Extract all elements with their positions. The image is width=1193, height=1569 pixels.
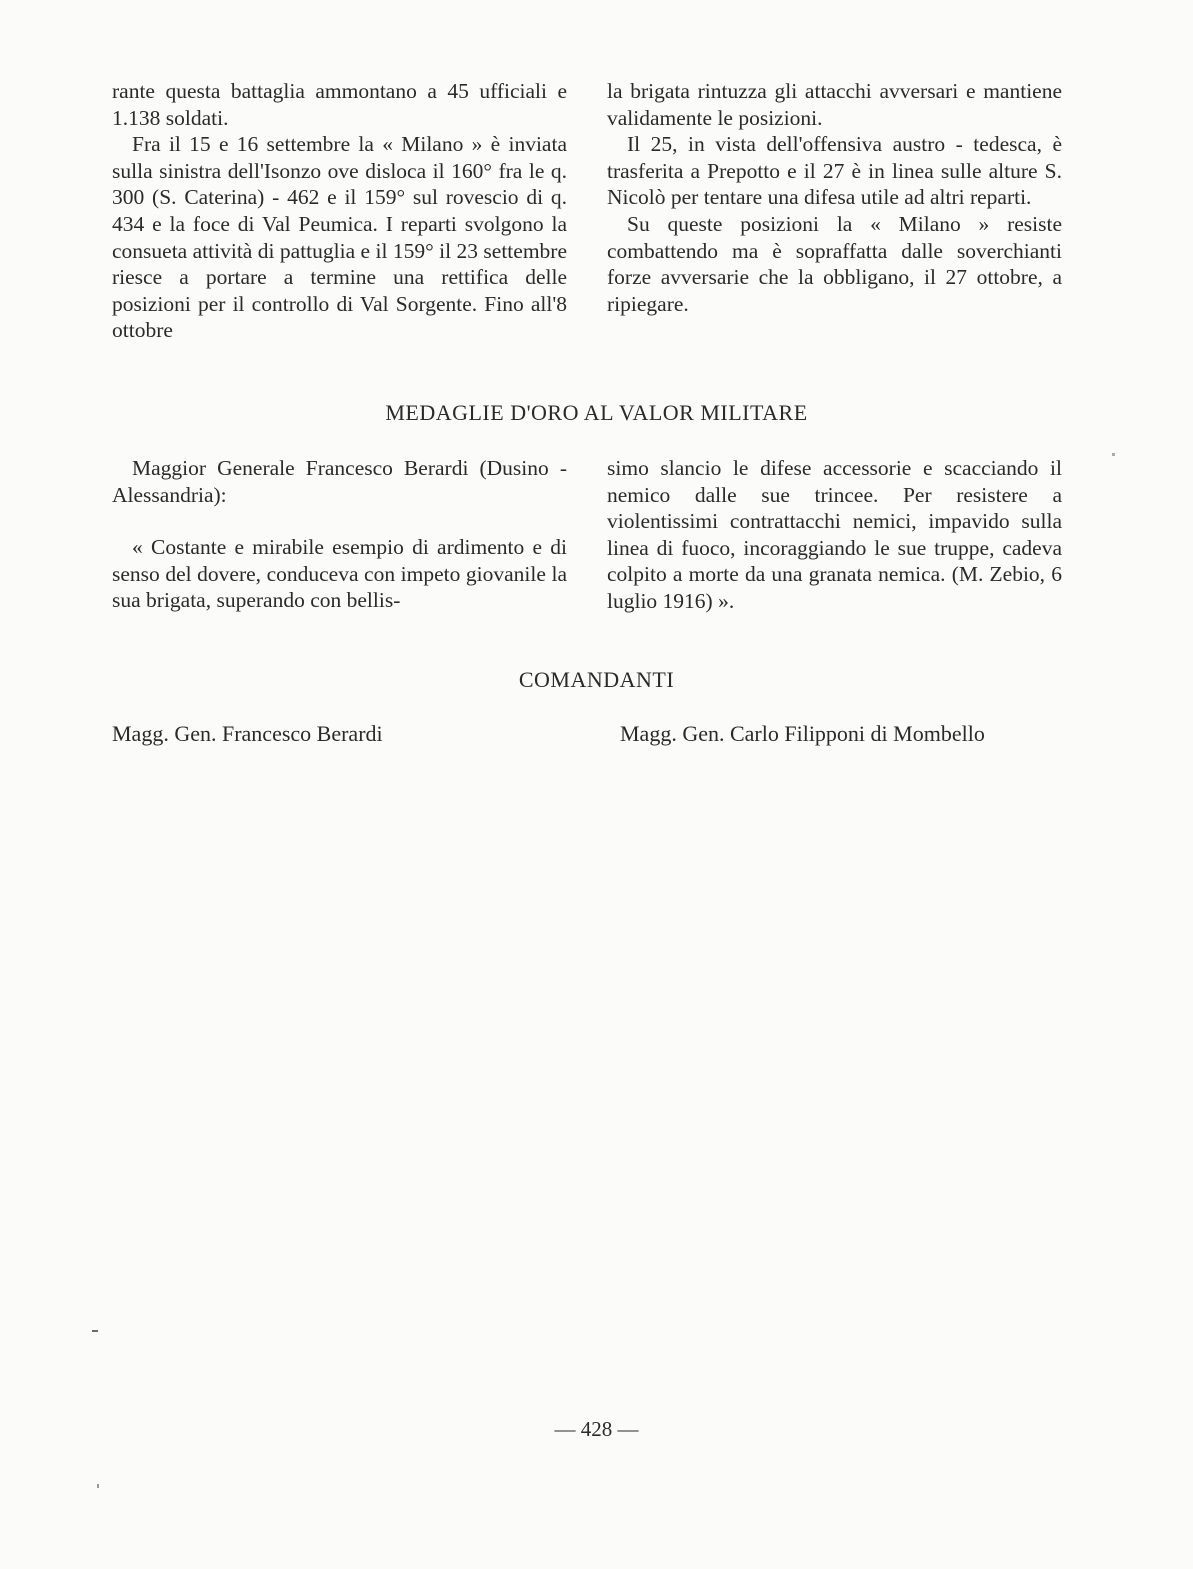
citation-paragraph: « Costante e mirabile esempio di ardimento e di senso del dovere, conduceva con impeto giovanile la sua brigata, superando con bellis-	[112, 535, 567, 613]
paragraph: la brigata rintuzza gli attacchi avversari e mantiene validamente le posizioni.	[607, 79, 1062, 130]
paragraph: Il 25, in vista dell'offensiva austro - tedesca, è trasferita a Prepotto e il 27 è in linea sulle alture S. Nicolò per tentare una difesa utile ad altri reparti.	[607, 132, 1062, 210]
top-left-column	[112, 78, 567, 344]
scan-speck	[97, 1484, 99, 1488]
page-number: — 428 —	[554, 1417, 639, 1441]
medaglie-right-column	[607, 455, 1062, 615]
scan-speck	[92, 1330, 98, 1332]
commander-name: Magg. Gen. Carlo Filipponi di Mombello	[620, 721, 985, 746]
paragraph: Su queste posizioni la « Milano » resiste combattendo ma è sopraffatta dalle soverchianti forze avversarie che la obbligano, il 27 ottobre, a ripiegare.	[607, 211, 1062, 316]
medaglie-left-column	[112, 455, 567, 614]
top-right-column	[607, 78, 1062, 317]
commander-name: Magg. Gen. Francesco Berardi	[112, 721, 383, 746]
citation-paragraph: simo slancio le difese accessorie e scacciando il nemico dalle sue trincee. Per resistere a violentissimi contrattacchi nemici, impavido sulla linea di fuoco, incoraggiando le sue truppe, cadeva colpito a morte da una granata nemica. (M. Zebio, 6 luglio 1916) ».	[607, 456, 1062, 613]
scan-speck	[1112, 453, 1115, 456]
paragraph: Fra il 15 e 16 settembre la « Milano » è inviata sulla sinistra dell'Isonzo ove disloca il 160° fra le q. 300 (S. Caterina) - 462 e il 159° sul rovescio di q. 434 e la foce di Val Peumica. I reparti svolgono la consueta attività di pattuglia e il 159° il 23 settembre riesce a portare a termine una rettifica delle posizioni per il controllo di Val Sorgente. Fino all'8 ottobre	[112, 132, 567, 343]
recipient-name: Maggior Generale Francesco Berardi (Dusino - Alessandria):	[112, 456, 567, 507]
section-heading-medaglie: MEDAGLIE D'ORO AL VALOR MILITARE	[385, 400, 808, 425]
section-heading-comandanti: COMANDANTI	[518, 667, 675, 692]
paragraph: rante questa battaglia ammontano a 45 ufficiali e 1.138 soldati.	[112, 79, 567, 130]
